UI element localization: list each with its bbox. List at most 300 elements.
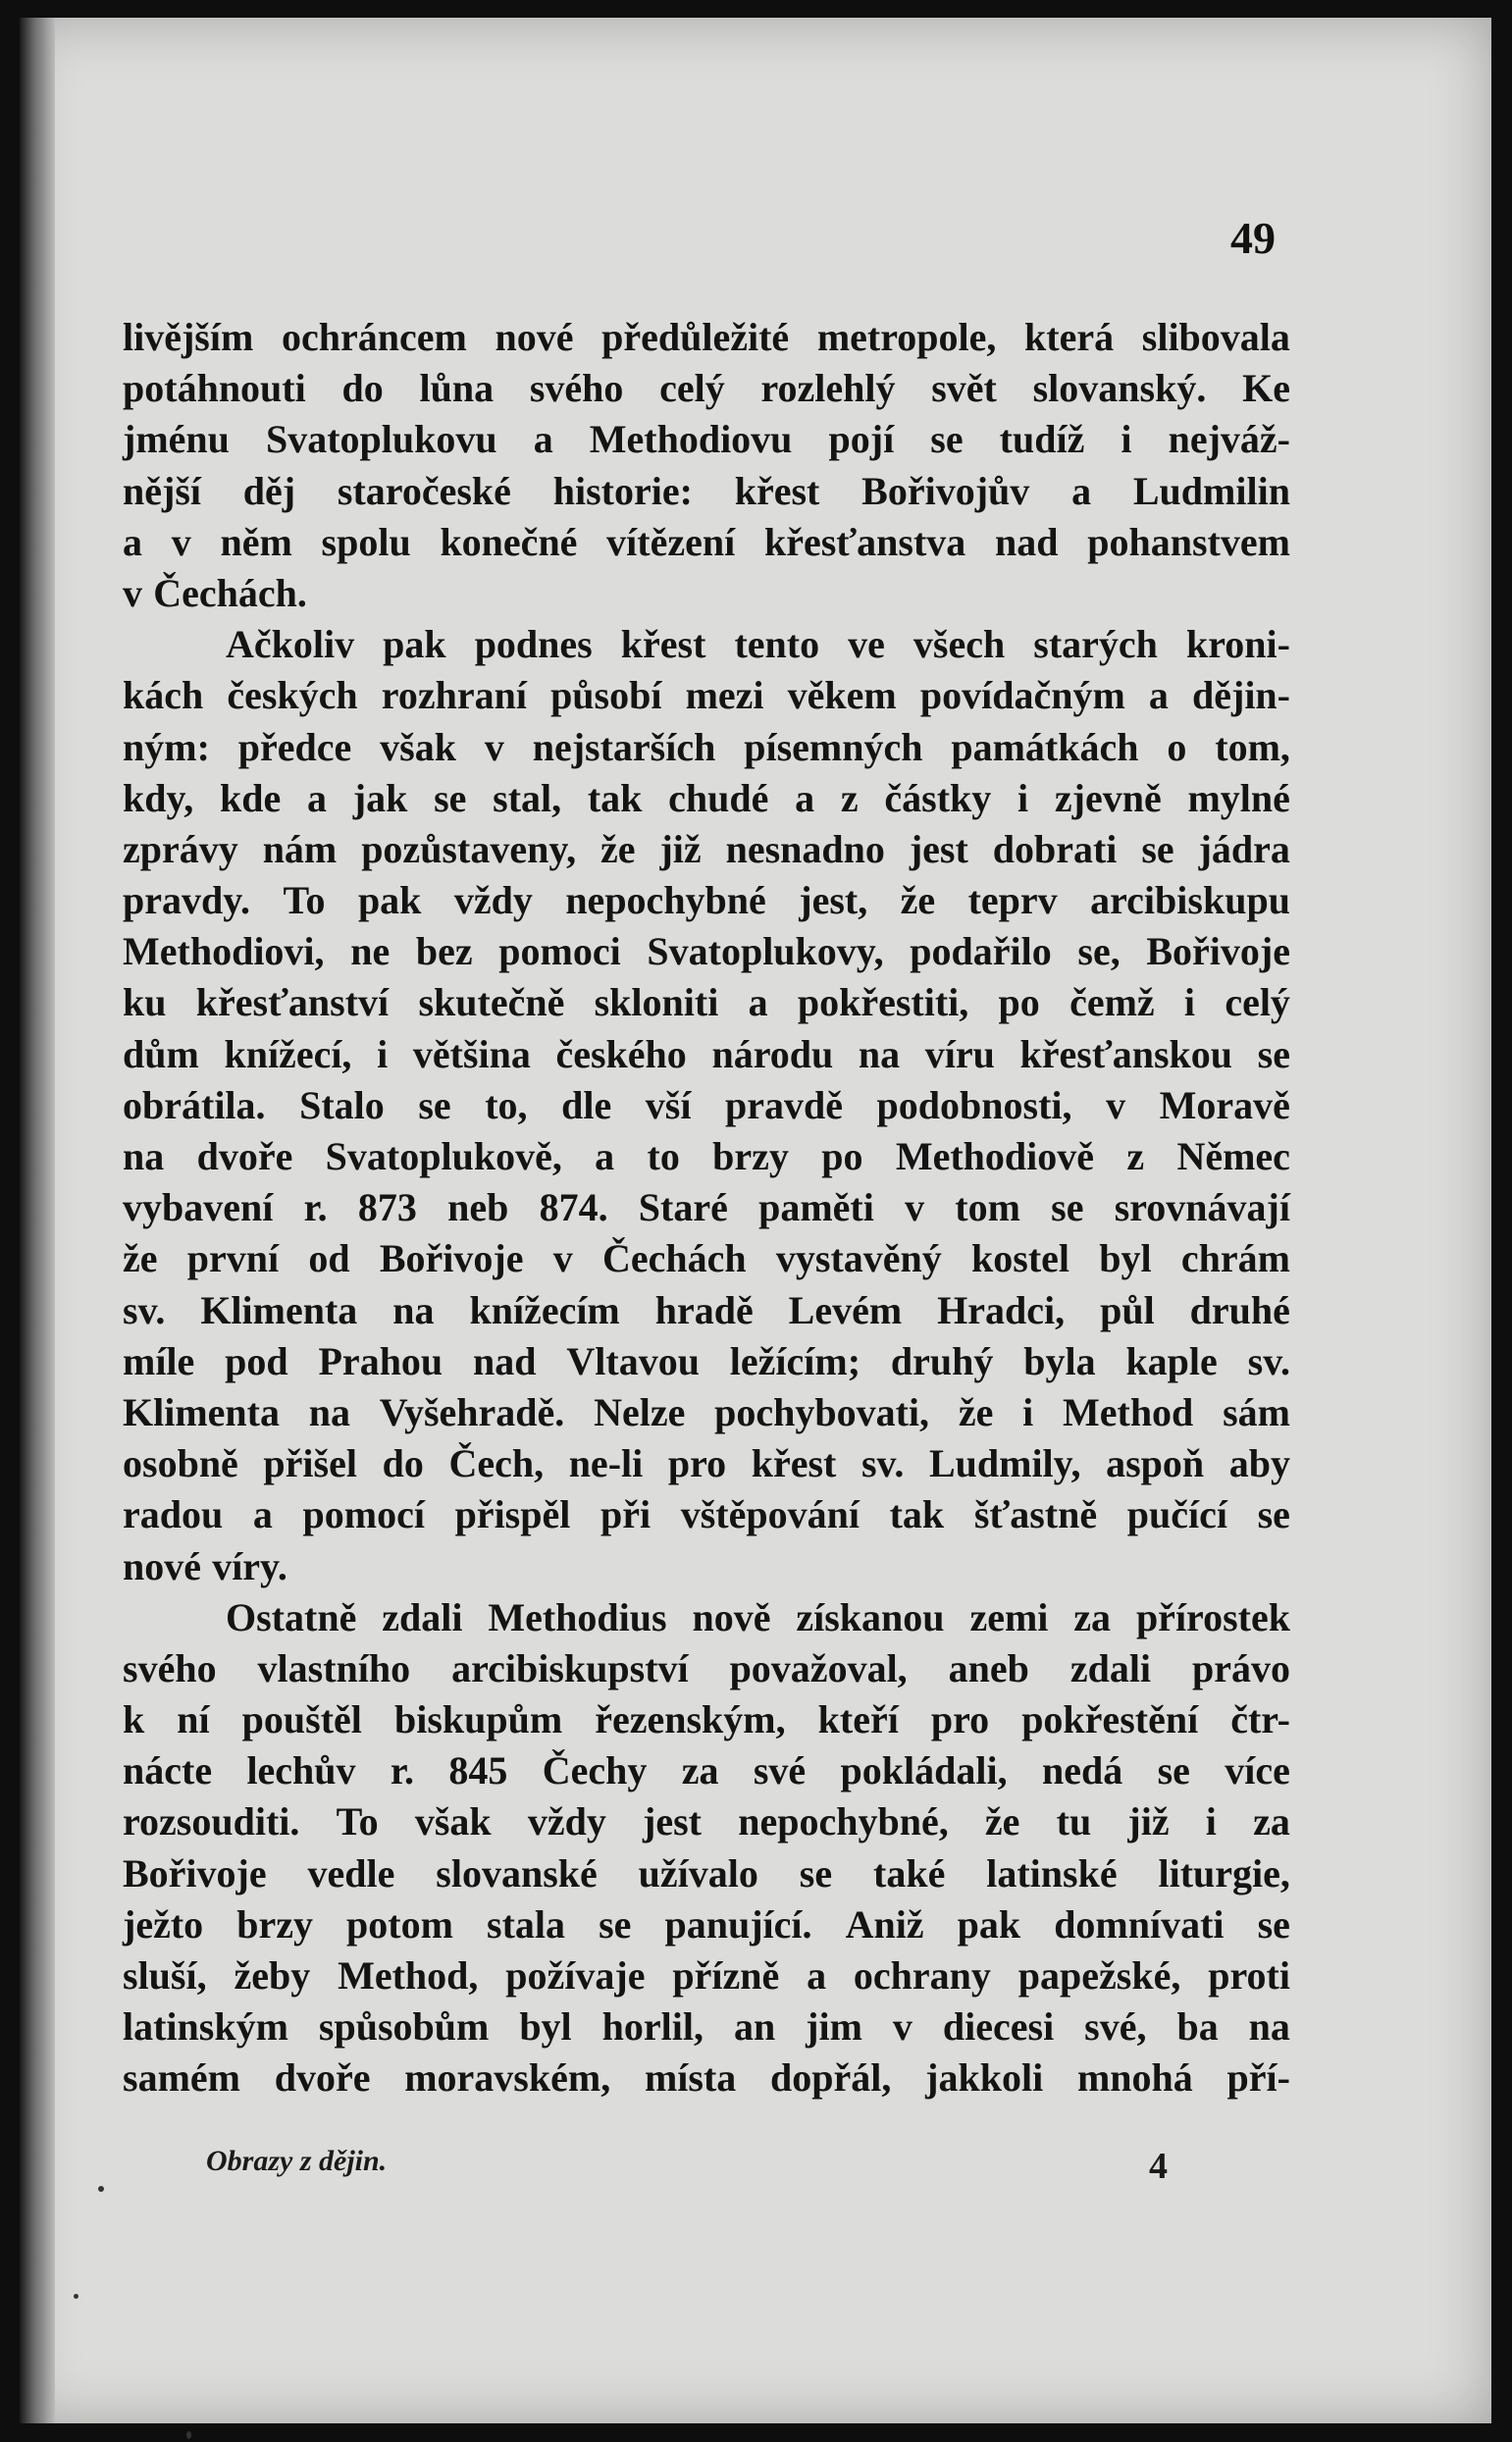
word: mezi [685, 673, 764, 718]
word: sv. [123, 1287, 166, 1332]
word: své, [1084, 2004, 1147, 2050]
word: jest [909, 826, 968, 871]
word: Methodiovi, [123, 929, 325, 974]
word: paměti [758, 1185, 874, 1230]
dust-speck [186, 2431, 191, 2439]
word: knížecí, [224, 1031, 352, 1076]
word: Methodiovu [589, 417, 793, 462]
text-line [123, 1438, 1290, 1489]
word: se [434, 775, 467, 820]
word: zemi [969, 1594, 1049, 1639]
word: se [1051, 1185, 1084, 1230]
word: pučící [1126, 1492, 1227, 1537]
word: Klimenta [123, 1389, 280, 1434]
word: přišel [263, 1441, 357, 1486]
text-line [123, 1541, 1290, 1592]
word: ba [1176, 2004, 1219, 2050]
text-line [123, 1694, 1290, 1745]
word: při [600, 1492, 652, 1537]
word: Čechy [542, 1748, 648, 1793]
word: do [341, 366, 384, 411]
word: křesťanskou [1019, 1031, 1232, 1076]
text-line [123, 1489, 1290, 1540]
word: slovanský. [1032, 366, 1207, 411]
text-line [123, 2052, 1290, 2104]
word: pojí [828, 417, 895, 462]
word: svět [931, 366, 997, 411]
word: zjevně [1054, 775, 1162, 820]
word: křesťanství [195, 980, 390, 1025]
word: byl [1099, 1236, 1152, 1281]
word: Čechách. [153, 570, 307, 615]
word: celý [659, 366, 725, 411]
word: ochrany [853, 1953, 991, 1998]
word: a [748, 980, 768, 1025]
word: získanou [796, 1594, 945, 1639]
word: an [733, 2004, 776, 2050]
word: ku [123, 980, 167, 1025]
word: písemných [744, 724, 923, 769]
word: tudíž [999, 417, 1085, 462]
word: kdy, [123, 775, 194, 820]
word: nejstarších [532, 724, 716, 769]
word: něm [220, 519, 292, 564]
word: to, [485, 1082, 528, 1127]
word: Čech, [448, 1441, 545, 1486]
word: nově [692, 1594, 771, 1639]
text-line [123, 1848, 1290, 1899]
word: vedle [307, 1850, 395, 1896]
word: za [1253, 1799, 1290, 1844]
word: svého [123, 1645, 217, 1690]
book-page [20, 18, 1491, 2423]
word: a [1148, 673, 1169, 718]
word: Staré [638, 1185, 728, 1230]
word: bez [415, 929, 473, 974]
word: svého [529, 366, 624, 411]
text-line [123, 1592, 1290, 1643]
word: kde [220, 775, 282, 820]
word: více [1225, 1748, 1290, 1793]
word: působí [550, 673, 662, 718]
word: čemž [1069, 980, 1155, 1025]
word: druhé [1189, 1287, 1290, 1332]
word: nad [995, 519, 1059, 564]
word: podařilo [910, 929, 1052, 974]
word: v [123, 570, 142, 615]
word: radou [123, 1492, 224, 1537]
text-line [123, 977, 1290, 1028]
word: Svatoplukovy, [647, 929, 884, 974]
word: pak [357, 878, 422, 923]
word: skutečně [418, 980, 565, 1025]
word: knížecím [469, 1287, 620, 1332]
word: pomocí [302, 1492, 425, 1537]
text-line [123, 1080, 1290, 1131]
word: křest [620, 622, 706, 667]
word: Levém [788, 1287, 903, 1332]
word: vší [645, 1082, 692, 1127]
word: přispěl [454, 1492, 571, 1537]
word: slovanské [436, 1850, 598, 1896]
word: osobně [123, 1441, 238, 1486]
word: že [984, 1799, 1020, 1844]
word: po [998, 980, 1040, 1025]
word: památkách [951, 724, 1139, 769]
word: víry. [212, 1543, 287, 1588]
word: Aniž [845, 1901, 924, 1947]
word: pro [667, 1441, 727, 1486]
word: se [1257, 1901, 1290, 1947]
word: sv. [1247, 1338, 1290, 1383]
word: dopřál, [770, 2055, 892, 2101]
word: 845 [448, 1748, 508, 1793]
word: horlil, [601, 2004, 704, 2050]
word: konečné [440, 519, 578, 564]
word: a [533, 417, 553, 462]
word: Method, [338, 1953, 479, 1998]
word: i [1121, 417, 1132, 462]
word: se [1257, 1492, 1290, 1537]
word: podobnosti, [876, 1082, 1072, 1127]
signature-mark: 4 [1149, 2146, 1168, 2187]
word: většina [412, 1031, 531, 1076]
word: samém [123, 2055, 240, 2101]
word: a [123, 519, 142, 564]
word: víru [924, 1031, 995, 1076]
word: na [1248, 2004, 1290, 2050]
word: hradě [654, 1287, 754, 1332]
word: vítězení [606, 519, 736, 564]
word: křest [751, 1441, 837, 1486]
word: v [892, 2004, 912, 2050]
text-line [123, 1131, 1290, 1182]
text-line [123, 312, 1290, 363]
word: ne-li [568, 1441, 644, 1486]
word: Vltavou [566, 1338, 700, 1383]
word: pod [225, 1338, 288, 1383]
word: předce [237, 724, 352, 769]
word: šťastně [973, 1492, 1098, 1537]
word: aneb [948, 1645, 1029, 1690]
word: lechův [246, 1748, 356, 1793]
word: v [1106, 1082, 1126, 1127]
word: nové [123, 1543, 201, 1588]
text-line [123, 1182, 1290, 1233]
word: skloniti [594, 980, 719, 1025]
word: národu [711, 1031, 834, 1076]
word: vybavení [123, 1185, 274, 1230]
word: 874. [539, 1185, 608, 1230]
word: pomoci [498, 929, 621, 974]
word: ježto [123, 1901, 204, 1947]
word: 873 [357, 1185, 417, 1230]
word: zdali [382, 1594, 463, 1639]
word: To [336, 1799, 379, 1844]
word: jim [806, 2004, 862, 2050]
word: se, [1077, 929, 1121, 974]
text-line [123, 2001, 1290, 2052]
word: k [123, 1697, 145, 1742]
word: papežské, [1017, 1953, 1181, 1998]
word: považoval, [729, 1645, 908, 1690]
text-line [123, 824, 1290, 875]
word: Methodius [488, 1594, 667, 1639]
word: zprávy [123, 826, 238, 871]
word: pokřestiti, [797, 980, 969, 1025]
word: vystavěný [775, 1236, 942, 1281]
word: Stalo [299, 1082, 385, 1127]
text-line [123, 926, 1290, 977]
word: potom [346, 1901, 453, 1947]
word: a [595, 1134, 615, 1178]
word: všech [912, 622, 1006, 667]
word: rozhraní [381, 673, 527, 718]
word: obrátila. [123, 1082, 266, 1127]
word: Svatoplukovu [265, 417, 497, 462]
text-line [123, 363, 1290, 414]
word: požívaje [505, 1953, 646, 1998]
word: v [484, 724, 504, 769]
scan-edge-shadow [20, 18, 55, 2423]
page-number: 49 [1230, 213, 1276, 263]
word: rozsouditi. [123, 1799, 300, 1844]
word: své [753, 1748, 807, 1793]
word: z [840, 775, 859, 820]
word: již [659, 826, 702, 871]
word: jest, [799, 878, 868, 923]
word: nesnadno [725, 826, 885, 871]
word: to [647, 1134, 680, 1178]
text-line [123, 722, 1290, 773]
word: vštěpování [680, 1492, 860, 1537]
word: moravském, [404, 2055, 611, 2101]
word: ní [177, 1697, 210, 1742]
word: ochráncem [281, 315, 467, 359]
word: se [418, 1082, 451, 1127]
word: tak [889, 1492, 945, 1537]
word: na [308, 1389, 350, 1434]
word: mnohá [1076, 2055, 1193, 2101]
word: Vyšehradě. [379, 1389, 565, 1434]
word: děj [242, 468, 296, 513]
word: Method [1062, 1389, 1194, 1434]
text-line [123, 1336, 1290, 1387]
word: panující. [664, 1901, 812, 1947]
word: pravdě [724, 1082, 843, 1127]
word: latinským [123, 2004, 288, 2050]
word: se [799, 1850, 833, 1896]
word: pozůstaveny, [361, 826, 577, 871]
word: Němec [1176, 1134, 1290, 1178]
word: jádra [1198, 826, 1290, 871]
word: po [821, 1134, 863, 1178]
word: arcibiskupu [1090, 878, 1290, 923]
word: nové [495, 315, 574, 359]
word: Ačkoliv [226, 622, 355, 667]
text-line [123, 1285, 1290, 1336]
word: stal, [493, 775, 562, 820]
word: zdali [1069, 1645, 1152, 1690]
word: Ludmily, [928, 1441, 1081, 1486]
word: Čechách [602, 1236, 747, 1281]
word: druhý [890, 1338, 994, 1383]
word: již [1127, 1799, 1170, 1844]
word: za [681, 1748, 719, 1793]
word: vždy [527, 1799, 606, 1844]
word: míle [123, 1338, 195, 1383]
word: tu [1056, 1799, 1092, 1844]
word: pokládali, [840, 1748, 1008, 1793]
word: spolu [321, 519, 411, 564]
word: pří- [1226, 2055, 1290, 2101]
word: Klimenta [200, 1287, 358, 1332]
word: dějin- [1192, 673, 1290, 718]
word: dvoře [196, 1134, 293, 1178]
word: pak [383, 622, 446, 667]
word: Bořivoje [1146, 929, 1290, 974]
word: na [858, 1031, 901, 1076]
word: slibovala [1141, 315, 1290, 359]
word: tento [734, 622, 820, 667]
word: kteří [817, 1697, 899, 1742]
word: v [552, 1236, 573, 1281]
word: sluší, [123, 1953, 207, 1998]
word: domnívati [1054, 1901, 1225, 1947]
word: staročeské [337, 468, 511, 513]
footer-book-title: Obrazy z dějin. [206, 2145, 388, 2177]
word: na [392, 1287, 435, 1332]
word: nedá [1041, 1748, 1123, 1793]
word: řezenským, [595, 1697, 786, 1742]
text-line [123, 1643, 1290, 1694]
word: dle [561, 1082, 612, 1127]
word: pokřestění [1021, 1697, 1199, 1742]
word: aby [1228, 1441, 1290, 1486]
word: neb [447, 1185, 509, 1230]
word: českého [555, 1031, 687, 1076]
word: nácte [123, 1748, 213, 1793]
word: ve [848, 622, 885, 667]
word: mylné [1187, 775, 1290, 820]
word: liturgie, [1158, 1850, 1290, 1896]
word: také [873, 1850, 946, 1896]
word: místa [644, 2055, 737, 2101]
dust-speck [74, 2294, 78, 2299]
word: historie: [552, 468, 693, 513]
word: brzy [236, 1901, 313, 1947]
word: povídačným [919, 673, 1125, 718]
word: chrám [1180, 1236, 1290, 1281]
word: křesťanstva [763, 519, 966, 564]
word: se [1157, 1748, 1190, 1793]
word: a [252, 1492, 273, 1537]
word: částky [884, 775, 992, 820]
word: metropole, [816, 315, 997, 359]
word: za [1073, 1594, 1112, 1639]
word: chudé [668, 775, 769, 820]
word: livějším [123, 315, 254, 359]
word: věkem [787, 673, 897, 718]
word: proti [1208, 1953, 1290, 1998]
word: tom, [1215, 724, 1290, 769]
word: diecesi [942, 2004, 1055, 2050]
word: r. [390, 1748, 415, 1793]
word: i [1205, 1799, 1217, 1844]
word: biskupům [393, 1697, 563, 1742]
word: křest [734, 468, 820, 513]
word: pohanstvem [1087, 519, 1290, 564]
word: se [930, 417, 964, 462]
text-line [123, 1950, 1290, 2001]
word: Bořivoje [379, 1236, 524, 1281]
word: lůna [419, 366, 495, 411]
word: se [1141, 826, 1174, 871]
text-line [123, 466, 1290, 517]
text-line [123, 670, 1290, 721]
text-line [123, 517, 1290, 568]
word: rozlehlý [760, 366, 896, 411]
text-line [123, 414, 1290, 465]
word: srovnávají [1114, 1185, 1290, 1230]
word: Ludmilin [1132, 468, 1290, 513]
word: nější [123, 468, 201, 513]
word: do [382, 1441, 424, 1486]
text-line [123, 1387, 1290, 1438]
word: se [599, 1901, 632, 1947]
word: však [414, 1799, 492, 1844]
text-line [123, 1899, 1290, 1950]
word: však [380, 724, 456, 769]
word: že [600, 826, 636, 871]
word: stala [487, 1901, 565, 1947]
word: Hradci, [937, 1287, 1066, 1332]
text-line [123, 568, 1290, 619]
word: sv. [860, 1441, 905, 1486]
word: Nelze [594, 1389, 686, 1434]
word: první [186, 1236, 280, 1281]
word: kostel [971, 1236, 1070, 1281]
word: o [1167, 724, 1187, 769]
word: že [958, 1389, 994, 1434]
word: dobrati [992, 826, 1118, 871]
word: v [905, 1185, 925, 1230]
word: půl [1100, 1287, 1155, 1332]
text-line [123, 1029, 1290, 1080]
word: Bořivojův [861, 468, 1030, 513]
word: dům [123, 1031, 199, 1076]
text-line [123, 1796, 1290, 1847]
word: kaple [1125, 1338, 1218, 1383]
word: jakkoli [925, 2055, 1044, 2101]
word: žeby [234, 1953, 311, 1998]
word: a [307, 775, 328, 820]
word: pravdy. [123, 878, 251, 923]
word: že [900, 878, 936, 923]
text-line [123, 1233, 1290, 1284]
word: pouštěl [241, 1697, 362, 1742]
word: a [1071, 468, 1092, 513]
word: ležícím; [729, 1338, 861, 1383]
word: přírostek [1135, 1594, 1290, 1639]
word: i [1022, 1389, 1034, 1434]
word: nepochybné [565, 878, 766, 923]
word: ným: [123, 724, 210, 769]
word: Bořivoje [123, 1850, 267, 1896]
word: dvoře [274, 2055, 371, 2101]
word: spůsobům [318, 2004, 490, 2050]
word: nepochybné, [738, 1799, 949, 1844]
